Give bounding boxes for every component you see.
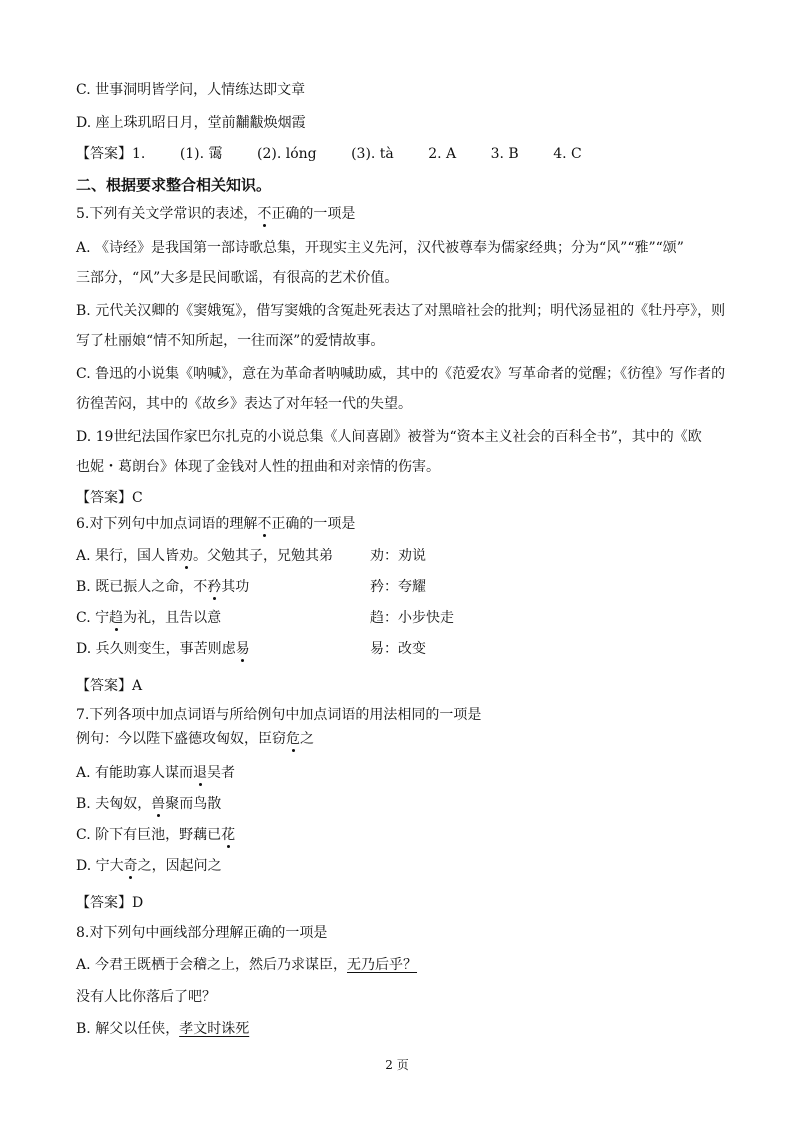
text: 其功 [221,579,250,595]
text: 8.对下列句中画线部分理解正确的一项是 [76,925,328,941]
section-heading [76,175,271,195]
answer-line-1 [76,144,582,164]
question-5 [76,204,355,224]
text: 【答案】D [76,895,144,911]
text: 之，因起问之 [137,858,222,874]
q6-option-d [76,639,716,659]
text: 正确的一项是 [271,206,356,222]
text: C. 世事洞明皆学问，人情练达即文章 [76,82,306,98]
text: 【答案】A [76,678,143,694]
text: 也妮・葛朗台》体现了金钱对人性的扭曲和对亲情的伤害。 [76,459,440,475]
q5-option-c [76,364,725,384]
text: 5.下列有关文学常识的表述， [76,206,258,222]
text: A. 今君王既栖于会稽之上，然后乃求谋臣， [76,957,348,973]
page-number: 2 页 [385,1058,409,1072]
text: 为礼，且告以意 [123,610,222,626]
dotted-word: 奇 [123,858,138,874]
q5-option-b [76,301,725,321]
q6-option-a [76,546,716,566]
text: B. 元代关汉卿的《窦娥冤》，借写窦娥的含冤赴死表达了对黑暗社会的批判；明代汤显祖的《牡丹亭》，则 [76,303,726,319]
q7-example [76,729,314,749]
text: D. 宁大 [76,858,124,874]
question-8 [76,923,327,943]
option-d-line [76,113,306,133]
option-c-line [76,80,305,100]
q7-option-b [76,794,221,814]
text: 彷徨苦闷，其中的《故乡》表达了对年轻一代的失望。 [76,396,412,412]
underlined-phrase: 孝文时诛死 [179,1021,250,1037]
q5-option-d-cont [76,457,440,477]
answer-item: 3. B [490,146,519,162]
text: 正确的一项是 [271,516,356,532]
q7-option-d [76,856,222,876]
answer-item: (2). lóng [257,146,317,162]
underlined-phrase: 无乃后乎？ [347,957,418,973]
text: B. 解父以任侠， [76,1021,180,1037]
text: D. 座上珠玑昭日月，堂前黼黻焕烟霞 [76,115,306,131]
answer-5 [76,488,143,508]
gloss: 趋：小步快走 [370,610,454,626]
text: 之 [300,731,314,747]
dotted-word: 不 [257,516,272,532]
dotted-word: 兽 [151,796,166,812]
text: 三部分，“风”大多是民间歌谣，有很高的艺术价值。 [76,270,399,286]
text: D. 兵久则变生，事苦则虑 [76,641,236,657]
answer-item: 4. C [553,146,582,162]
question-7 [76,705,481,725]
dotted-word: 花 [221,827,236,843]
text: 7.下列各项中加点词语与所给例句中加点词语的用法相同的一项是 [76,707,482,723]
answer-item: (1). 霭 [179,146,223,162]
dotted-word: 劝 [179,548,194,564]
text: B. 夫匈奴， [76,796,152,812]
answer-label: 【答案】1. [76,146,146,162]
gloss: 劝：劝说 [370,548,426,564]
answer-item: (3). tà [351,146,394,162]
text: 二、根据要求整合相关知识。 [76,176,272,194]
dotted-word: 趋 [109,610,124,626]
gloss: 易：改变 [370,641,426,657]
text: A. 果行，国人皆 [76,548,180,564]
q8-option-a [76,955,417,975]
q5-option-a [76,238,684,258]
dotted-word: 危 [286,731,300,747]
q8-option-a-translation [76,987,216,1007]
text: C. 宁 [76,610,110,626]
q5-option-c-cont [76,394,412,414]
text: 吴者 [207,765,236,781]
text: D. 19世纪法国作家巴尔扎克的小说总集《人间喜剧》被誉为“资本主义社会的百科全书”，其中的《欧 [76,429,702,445]
text: B. 既已振人之命，不 [76,579,208,595]
dotted-word: 矜 [207,579,222,595]
answer-7 [76,893,143,913]
text: 写了杜丽娘“情不知所起，一往而深”的爱情故事。 [76,333,385,349]
text: 。父勉其子，兄勉其弟 [193,548,334,564]
q6-option-c [76,608,716,628]
q8-option-b [76,1019,249,1039]
q5-option-d [76,427,702,447]
q5-option-a-cont [76,268,398,288]
text: A. 有能助寡人谋而 [76,765,194,781]
q7-option-c [76,825,235,845]
q5-option-b-cont [76,331,384,351]
text: 没有人比你落后了吧？ [76,989,216,1005]
answer-6 [76,676,142,696]
q6-option-b [76,577,716,597]
dotted-word: 易 [235,641,250,657]
text: 【答案】C [76,490,143,506]
question-6 [76,514,355,534]
text: C. 阶下有巨池，野藕已 [76,827,222,843]
q7-option-a [76,763,235,783]
dotted-word: 退 [193,765,208,781]
dotted-word: 不 [257,206,272,222]
text: 6.对下列句中加点词语的理解 [76,516,258,532]
text: 例句：今以陛下盛德攻匈奴，臣窃 [76,731,286,747]
text: C. 鲁迅的小说集《呐喊》，意在为革命者呐喊助威，其中的《范爱农》写革命者的觉醒；《彷徨》写作者的 [76,366,726,382]
gloss: 矜：夸耀 [370,579,426,595]
text: A. 《诗经》是我国第一部诗歌总集，开现实主义先河，汉代被尊奉为儒家经典；分为“风”“雅”“颂” [76,240,684,256]
answer-item: 2. A [428,146,457,162]
text: 聚而鸟散 [165,796,222,812]
